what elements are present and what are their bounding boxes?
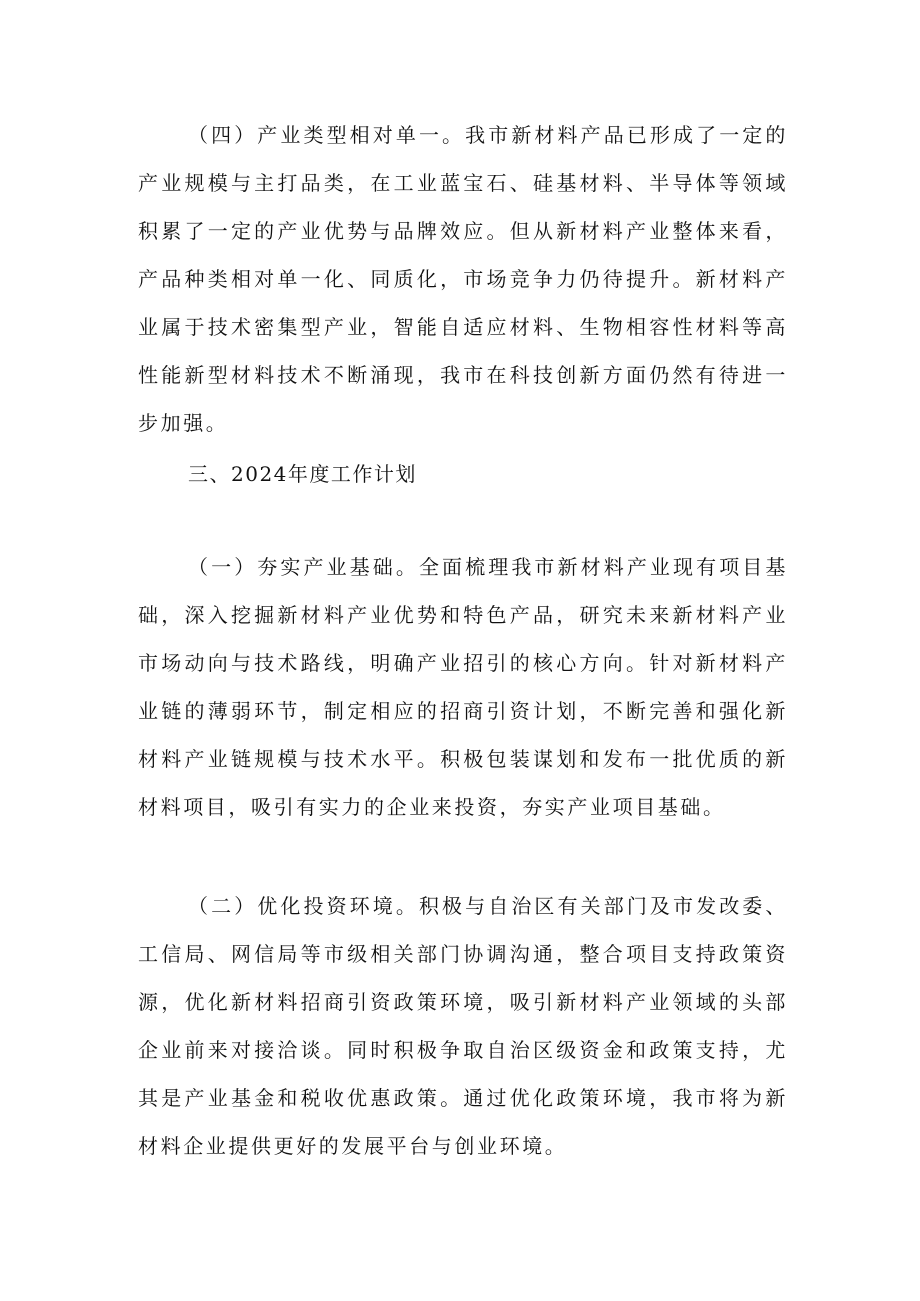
section-heading-work-plan: 三、2024年度工作计划 — [188, 462, 417, 486]
paragraph-investment-environment: （二）优化投资环境。积极与自治区有关部门及市发改委、工信局、网信局等市级相关部门协调沟通，整合项目支持政策资源，优化新材料招商引资政策环境，吸引新材料产业领域的头部企业前来对接洽谈。同时积极争取自治区级资金和政策支持，尤其是产业基金和税收优惠政策。通过优化政策环境，我市将为新材料企业提供更好的发展平台与创业环境。 — [138, 894, 788, 1158]
paragraph-single-industry-type: （四）产业类型相对单一。我市新材料产品已形成了一定的产业规模与主打品类，在工业蓝宝石、硅基材料、半导体等领域积累了一定的产业优势与品牌效应。但从新材料产业整体来看，产品种类相对单一化、同质化，市场竞争力仍待提升。新材料产业属于技术密集型产业，智能自适应材料、生物相容性材料等高性能新型材料技术不断涌现，我市在科技创新方面仍然有待进一步加强。 — [138, 123, 788, 435]
paragraph-industry-foundation: （一）夯实产业基础。全面梳理我市新材料产业现有项目基础，深入挖掘新材料产业优势和特色产品，研究未来新材料产业市场动向与技术路线，明确产业招引的核心方向。针对新材料产业链的薄弱环节，制定相应的招商引资计划，不断完善和强化新材料产业链规模与技术水平。积极包装谋划和发布一批优质的新材料项目，吸引有实力的企业来投资，夯实产业项目基础。 — [138, 555, 788, 819]
